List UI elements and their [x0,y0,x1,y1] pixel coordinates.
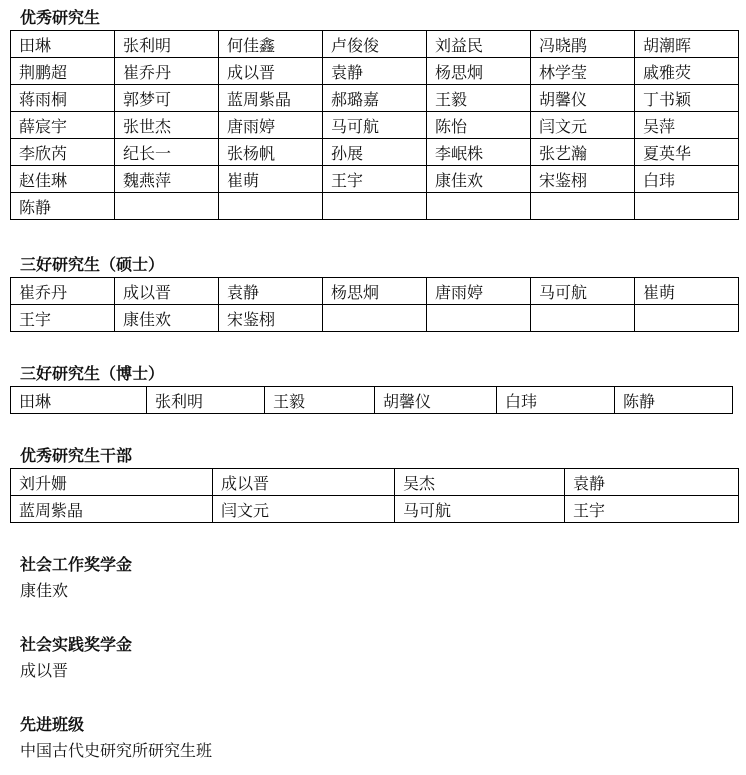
name-cell: 孙展 [323,139,427,166]
table-row [11,193,739,220]
name-cell: 郝璐嘉 [323,85,427,112]
social-work-recipient: 康佳欢 [20,581,69,600]
name-cell: 蒋雨桐 [11,85,115,112]
name-cell: 唐雨婷 [427,278,531,305]
table-row [11,31,739,58]
section-title: 三好研究生（博士） [20,364,165,383]
section-title: 社会实践奖学金 [20,635,133,654]
name-cell [427,305,531,332]
name-cell [323,305,427,332]
name-cell: 成以晋 [213,469,395,496]
name-cell: 崔萌 [219,166,323,193]
name-cell: 刘升姗 [11,469,213,496]
cadre-table [10,468,739,523]
name-cell: 蓝周紫晶 [11,496,213,523]
name-cell [219,193,323,220]
name-cell: 张艺瀚 [531,139,635,166]
table-row [11,387,733,414]
name-cell: 夏英华 [635,139,739,166]
name-cell: 陈静 [615,387,733,414]
name-cell [323,193,427,220]
section-excellent-grad [10,8,739,220]
name-cell: 吴杰 [395,469,565,496]
name-cell [531,193,635,220]
name-cell: 张利明 [147,387,265,414]
name-cell [635,193,739,220]
name-cell: 闫文元 [213,496,395,523]
section-title: 优秀研究生 [20,8,101,27]
section-sanhao-master [10,255,739,332]
name-cell: 王毅 [427,85,531,112]
name-cell [531,305,635,332]
table-row [11,85,739,112]
name-cell: 宋鉴栩 [219,305,323,332]
name-cell: 冯晓鹃 [531,31,635,58]
name-cell: 郭梦可 [115,85,219,112]
name-cell: 杨思炯 [323,278,427,305]
table-row [11,112,739,139]
name-cell [115,193,219,220]
name-cell: 薛宸宇 [11,112,115,139]
name-cell: 何佳鑫 [219,31,323,58]
name-cell: 赵佳琳 [11,166,115,193]
table-row [11,139,739,166]
table-row [11,278,739,305]
table-row [11,166,739,193]
name-cell [427,193,531,220]
table-row [11,58,739,85]
name-cell: 纪长一 [115,139,219,166]
name-cell: 蓝周紫晶 [219,85,323,112]
name-cell: 康佳欢 [427,166,531,193]
section-title: 先进班级 [20,715,85,734]
name-cell: 袁静 [565,469,739,496]
name-cell: 白玮 [497,387,615,414]
name-cell: 成以晋 [115,278,219,305]
name-cell: 王宇 [565,496,739,523]
name-cell: 荆鹏超 [11,58,115,85]
name-cell: 王宇 [323,166,427,193]
name-cell: 王毅 [265,387,375,414]
name-cell: 丁书颖 [635,85,739,112]
name-cell: 马可航 [323,112,427,139]
name-cell: 马可航 [531,278,635,305]
section-advanced-class [10,715,212,761]
table-row [11,305,739,332]
name-cell: 魏燕萍 [115,166,219,193]
name-cell: 吴萍 [635,112,739,139]
section-social-work [10,555,132,601]
sanhao-phd-table [10,386,733,414]
excellent-grad-table [10,30,739,220]
section-sanhao-phd [10,364,733,414]
name-cell: 袁静 [219,278,323,305]
name-cell: 崔乔丹 [115,58,219,85]
section-title: 社会工作奖学金 [20,555,133,574]
table-row [11,469,739,496]
name-cell: 张杨帆 [219,139,323,166]
name-cell: 陈怡 [427,112,531,139]
name-cell: 李欣芮 [11,139,115,166]
name-cell: 李岷株 [427,139,531,166]
name-cell: 崔萌 [635,278,739,305]
name-cell: 刘益民 [427,31,531,58]
name-cell: 田琳 [11,387,147,414]
name-cell: 闫文元 [531,112,635,139]
name-cell: 胡馨仪 [375,387,497,414]
name-cell: 王宇 [11,305,115,332]
name-cell: 田琳 [11,31,115,58]
name-cell: 胡潮晖 [635,31,739,58]
table-row [11,496,739,523]
name-cell: 白玮 [635,166,739,193]
section-social-practice [10,635,132,681]
name-cell: 张世杰 [115,112,219,139]
name-cell: 戚雅荧 [635,58,739,85]
name-cell: 马可航 [395,496,565,523]
name-cell: 崔乔丹 [11,278,115,305]
name-cell: 唐雨婷 [219,112,323,139]
name-cell: 杨思炯 [427,58,531,85]
name-cell: 康佳欢 [115,305,219,332]
section-title: 优秀研究生干部 [20,446,133,465]
sanhao-master-table [10,277,739,332]
name-cell: 宋鉴栩 [531,166,635,193]
name-cell: 林学莹 [531,58,635,85]
name-cell [635,305,739,332]
name-cell: 成以晋 [219,58,323,85]
name-cell: 袁静 [323,58,427,85]
social-practice-recipient: 成以晋 [20,661,69,680]
section-cadre [10,446,739,523]
name-cell: 卢俊俊 [323,31,427,58]
section-title: 三好研究生（硕士） [20,255,165,274]
name-cell: 胡馨仪 [531,85,635,112]
name-cell: 张利明 [115,31,219,58]
advanced-class-name: 中国古代史研究所研究生班 [20,741,213,760]
name-cell: 陈静 [11,193,115,220]
